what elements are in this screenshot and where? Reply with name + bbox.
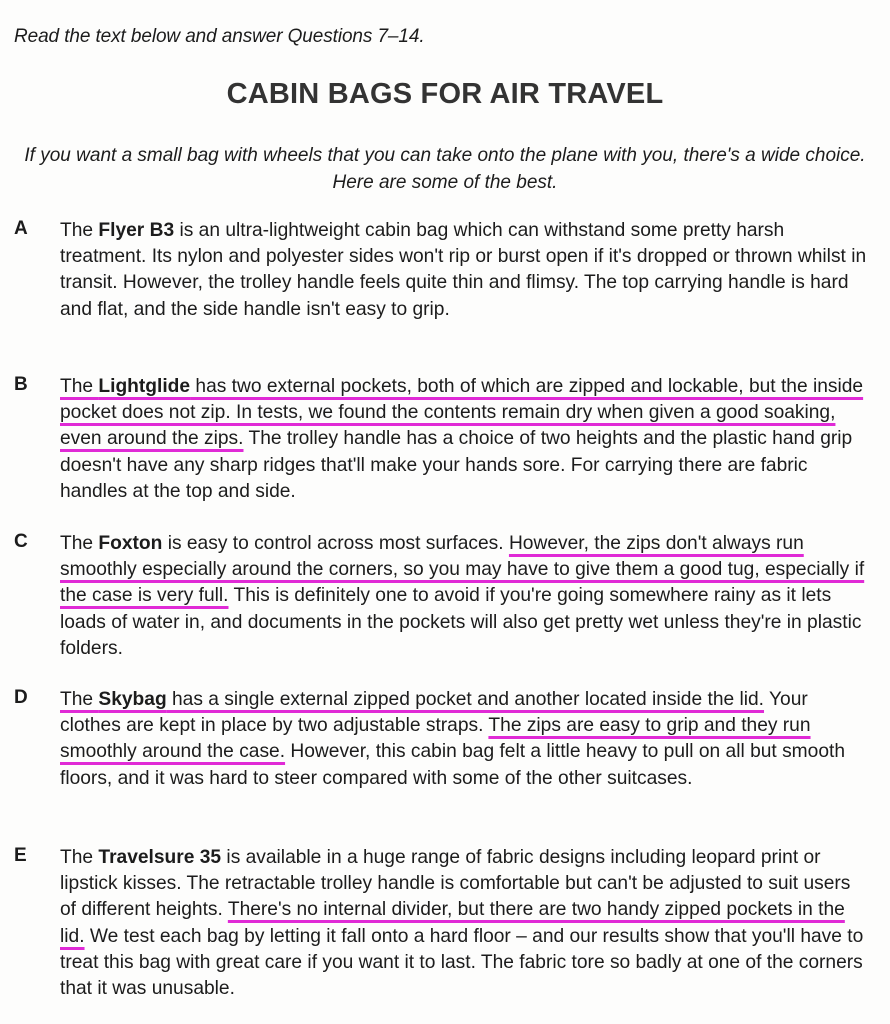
section-text bbox=[60, 845, 868, 1002]
section-letter: B bbox=[14, 374, 28, 395]
text-run: The bbox=[60, 847, 99, 868]
text-run: We test each bag by letting it fall onto a hard floor – and our results show that you'll have to treat this bag with great care if you want it to last. The fabric tore so badly at one of the corners that it was unusable. bbox=[60, 925, 864, 1000]
highlighted-text: The zips are easy to grip and they run smoothly around the case. bbox=[60, 715, 811, 763]
bag-name: Skybag bbox=[98, 689, 167, 710]
highlighted-text: However, the zips don't always run smoothly especially around the corners, so you may have to give them a good tug, especially if the case is very full. bbox=[60, 533, 865, 607]
text-run: The bbox=[60, 220, 99, 241]
bag-name: Foxton bbox=[98, 533, 163, 554]
bag-name: Lightglide bbox=[98, 376, 191, 397]
intro-text: If you want a small bag with wheels that you can take onto the plane with you, there's a wide choice. Here are some of the best. bbox=[24, 145, 866, 193]
text-run: Your clothes are kept in place by two adjustable straps. bbox=[60, 689, 808, 737]
section-letter: A bbox=[14, 218, 28, 239]
section-text bbox=[60, 531, 868, 662]
text-run: has a single external zipped pocket and another located inside the lid. bbox=[166, 689, 765, 710]
bag-name: Flyer B3 bbox=[98, 220, 175, 241]
text-run: However, this cabin bag felt a little heavy to pull on all but smooth floors, and it was hard to steer compared with some of the other suitcases. bbox=[60, 741, 846, 789]
text-run: is easy to control across most surfaces. bbox=[162, 533, 509, 554]
section-text bbox=[60, 687, 868, 792]
section-letter: D bbox=[14, 687, 28, 708]
section-letter: C bbox=[14, 531, 28, 552]
section-text bbox=[60, 374, 868, 505]
text-run: is an ultra-lightweight cabin bag which can withstand some pretty harsh treatment. Its nylon and polyester sides won't rip or burst open if it's dropped or thrown whilst in transit. However, the trolley handle feels quite thin and flimsy. The top carrying handle is hard and flat, and the side handle isn't easy to grip. bbox=[60, 220, 867, 320]
bag-name: Travelsure 35 bbox=[98, 847, 222, 868]
highlighted-text: There's no internal divider, but there are two handy zipped pockets in the lid. bbox=[60, 899, 845, 947]
section-letter: E bbox=[14, 845, 27, 866]
text-run: has two external pockets, both of which are zipped and lockable, but the inside pocket does not zip. In tests, we found the contents remain dry when given a good soaking, even around the zips. bbox=[60, 376, 864, 450]
text-run: This is definitely one to avoid if you're going somewhere rainy as it lets loads of water in, and documents in the pockets will also get pretty wet unless they're in plastic folders. bbox=[60, 585, 862, 659]
page-title: CABIN BAGS FOR AIR TRAVEL bbox=[226, 78, 664, 110]
section-text bbox=[60, 218, 868, 323]
text-run: The bbox=[60, 376, 99, 397]
text-run: The bbox=[60, 533, 99, 554]
text-run: The bbox=[60, 689, 99, 710]
instruction-text: Read the text below and answer Questions 7–14. bbox=[14, 26, 425, 47]
text-run: is available in a huge range of fabric designs including leopard print or lipstick kisses. The retractable trolley handle is comfortable but can't be adjusted to suit users of different heights. bbox=[60, 847, 851, 921]
highlighted-text bbox=[60, 689, 764, 710]
text-run: The trolley handle has a choice of two heights and the plastic hand grip doesn't have any sharp ridges that'll make your hands sore. For carrying there are fabric handles at the top and side. bbox=[60, 428, 853, 502]
